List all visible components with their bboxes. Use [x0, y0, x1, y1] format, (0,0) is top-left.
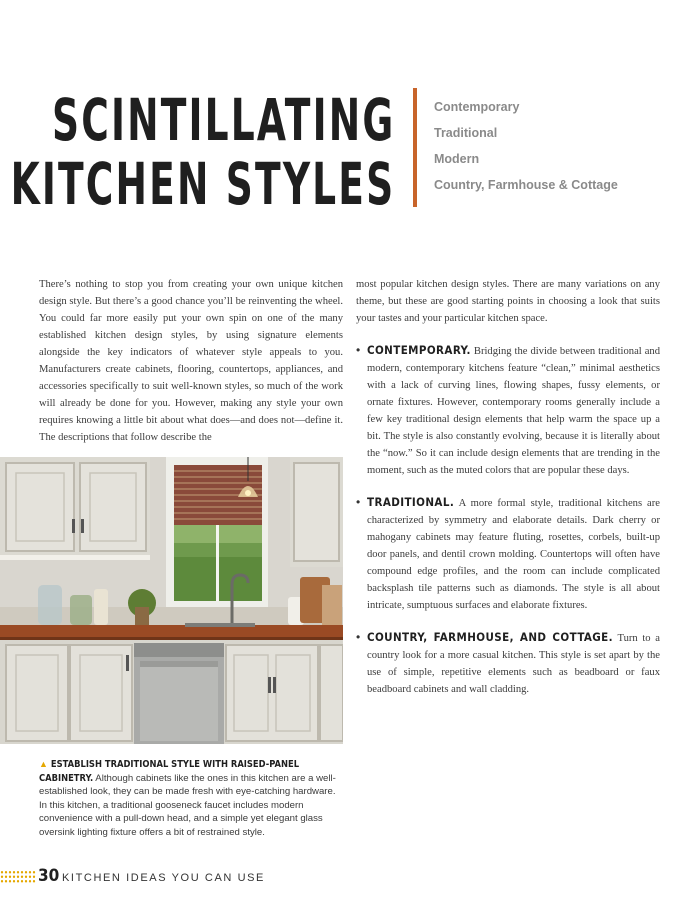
content-column-right	[356, 276, 660, 713]
page-footer	[0, 866, 700, 892]
section-text: A more formal style, traditional kitchens are characterized by symmetry and elaborate details. Dark cherry or mahogany cabinets may feature fluting, rosettes, corbels, built-up door panels, and dentil crown molding. Countertops will often have compound edge profiles, and the room can include complicated backsplash tile patterns such as diamonds. The style is all about intricate, sumptuous surfaces and elaborate fixtures.	[367, 498, 660, 611]
section-text: Bridging the divide between traditional and modern, contemporary kitchens feature “clean,” minimal aesthetics with a lack of curving lines, flowing shapes, fussy elements, or ornate fixtures. However, contemporary rooms generally include a few key traditional design elements that help warm the space up a bit. The style is also constantly evolving, because it is literally about the “now.” So it can include design elements that are trending in the moment, such as the muted colors that are popular these days.	[367, 346, 660, 476]
bullet-icon: •	[356, 495, 361, 509]
footer-dot-pattern	[0, 870, 36, 884]
section-traditional	[356, 494, 660, 614]
styles-list-item: Traditional	[434, 126, 498, 140]
caption-triangle-icon: ▲	[39, 759, 48, 769]
caption-heading: ESTABLISH TRADITIONAL STYLE WITH RAISED-PANEL CABINETRY.	[39, 759, 300, 784]
page-title	[0, 88, 395, 216]
bullet-icon: •	[356, 630, 361, 644]
section-country	[356, 629, 660, 698]
photo-caption	[39, 758, 343, 840]
page-number: 30	[38, 866, 60, 886]
styles-list	[434, 97, 618, 201]
caption-text: Although cabinets like the ones in this kitchen are a well-established look, they can be made fresh with eye-catching hardware. In this kitchen, a traditional gooseneck faucet includes modern convenience with a pull-down head, and a simple yet elegant glass oversink lighting fixture offers a bit of restrained style.	[39, 772, 336, 838]
publication-name: KITCHEN IDEAS YOU CAN USE	[62, 872, 265, 884]
section-heading: COUNTRY, FARMHOUSE, AND COTTAGE.	[367, 630, 613, 644]
title-divider-bar	[413, 88, 417, 207]
styles-list-item: Contemporary	[434, 100, 520, 114]
title-line-1: SCINTILLATING	[51, 86, 395, 154]
intro-column-left	[39, 276, 343, 461]
section-heading: TRADITIONAL.	[367, 495, 455, 509]
title-line-2: KITCHEN STYLES	[10, 150, 395, 218]
intro-paragraph-part-1: There’s nothing to stop you from creating your own unique kitchen design style. But there’s a good chance you’ll be reinventing the wheel. You could far more easily put your own spin on one of the many established kitchen design styles, by using signature elements alongside the key indicators of whatever style appeals to you. Manufacturers create cabinets, flooring, countertops, appliances, and accessories specifically to suit well-known styles, so much of the work will already be done for you. However, making any style your own requires knowing a little bit about what does—and does not—define it. The descriptions that follow describe the	[39, 279, 343, 443]
intro-paragraph-part-2: most popular kitchen design styles. There are many variations on any theme, but these are good starting points in choosing a look that suits your tastes and your particular kitchen space.	[356, 279, 660, 324]
section-heading: CONTEMPORARY.	[367, 343, 471, 357]
section-text: Turn to a country look for a more casual kitchen. This style is set apart by the use of simple, repetitive elements such as beadboard or faux beadboard cabinets and wall cladding.	[367, 633, 660, 695]
section-contemporary	[356, 342, 660, 479]
styles-list-item: Country, Farmhouse & Cottage	[434, 178, 618, 192]
bullet-icon: •	[356, 343, 361, 357]
styles-list-item: Modern	[434, 152, 480, 166]
kitchen-photo	[0, 457, 343, 744]
